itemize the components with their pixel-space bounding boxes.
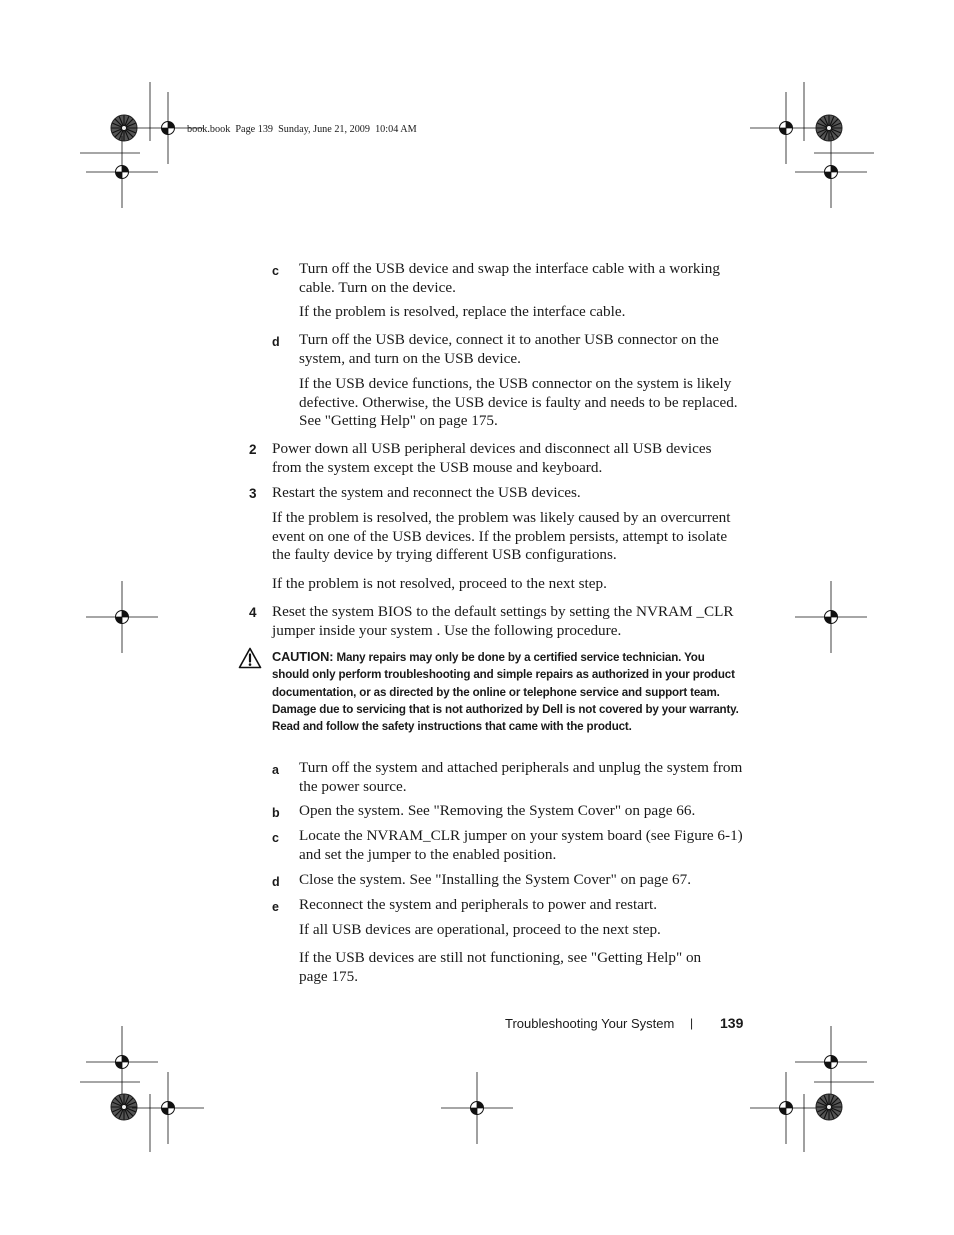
registration-mark-icon	[86, 1026, 158, 1098]
registration-mark-icon	[86, 581, 158, 653]
step-text: Locate the NVRAM_CLR jumper on your system board (see Figure 6-1) and set the jumper to the enabled position.	[299, 827, 743, 863]
step-number: 4	[249, 605, 257, 620]
registration-mark-icon	[750, 92, 822, 164]
warning-triangle-icon	[238, 647, 262, 669]
step-text: Reconnect the system and peripherals to power and restart.	[299, 896, 658, 913]
registration-mark-icon	[441, 1072, 513, 1144]
step-note: If the problem is resolved, the problem was likely caused by an overcurrent event on one of the USB devices. If the problem persists, attempt to isolate the faulty device by trying different USB configurations.	[272, 509, 731, 564]
registration-mark-icon	[795, 1026, 867, 1098]
color-wheel-icon	[816, 1094, 842, 1120]
color-wheel-icon	[816, 115, 842, 141]
step-text: Turn off the USB device and swap the interface cable with a working cable. Turn on the device.	[299, 260, 720, 296]
step-marker: d	[272, 335, 280, 349]
step-number: 2	[249, 442, 257, 457]
color-wheel-icon	[111, 1094, 137, 1120]
step-text: Turn off the system and attached peripherals and unplug the system from the power source.	[299, 759, 743, 795]
step-marker: c	[272, 264, 279, 278]
print-slug: book.book Page 139 Sunday, June 21, 2009 10:04 AM	[187, 124, 417, 135]
step-text: Turn off the USB device, connect it to another USB connector on the system, and turn on the USB device.	[299, 331, 719, 367]
registration-mark-icon	[750, 1072, 822, 1144]
registration-mark-icon	[795, 136, 867, 208]
registration-mark-icon	[86, 136, 158, 208]
step-text: Reset the system BIOS to the default settings by setting the NVRAM _CLR jumper inside your system . Use the following procedure.	[272, 603, 734, 639]
step-text: Power down all USB peripheral devices and disconnect all USB devices from the system except the USB mouse and keyboard.	[272, 440, 712, 476]
caution-note	[272, 648, 742, 735]
registration-mark-icon	[132, 1072, 204, 1144]
registration-mark-icon	[795, 581, 867, 653]
step-note: If the problem is not resolved, proceed to the next step.	[272, 575, 607, 592]
caution-label: CAUTION:	[272, 649, 334, 664]
footer-separator: |	[690, 1016, 694, 1030]
step-marker: e	[272, 900, 279, 914]
step-marker: d	[272, 875, 280, 889]
step-marker: b	[272, 806, 280, 820]
step-note: If the problem is resolved, replace the interface cable.	[299, 303, 626, 320]
step-text: Restart the system and reconnect the USB devices.	[272, 484, 581, 501]
step-number: 3	[249, 486, 257, 501]
caution-text: Many repairs may only be done by a certified service technician. You should only perform troubleshooting and simple repairs as authorized in your product documentation, or as directed by the online or telephone service and support team. Damage due to servicing that is not authorized by Dell is not covered by your warranty. Read and follow the safety instructions that came with the product.	[272, 651, 739, 734]
step-marker: c	[272, 831, 279, 845]
footer-section-title: Troubleshooting Your System	[505, 1016, 675, 1031]
step-text: Open the system. See "Removing the System Cover" on page 66.	[299, 802, 696, 819]
step-note: If the USB device functions, the USB connector on the system is likely defective. Otherwise, the USB device is faulty and needs to be replaced. See "Getting Help" on page 175.	[299, 375, 738, 430]
step-note: If the USB devices are still not functioning, see "Getting Help" on page 175.	[299, 949, 702, 985]
step-text: Close the system. See "Installing the System Cover" on page 67.	[299, 871, 692, 888]
page-number: 139	[720, 1015, 744, 1031]
step-marker: a	[272, 763, 279, 777]
step-note: If all USB devices are operational, proceed to the next step.	[299, 921, 661, 938]
